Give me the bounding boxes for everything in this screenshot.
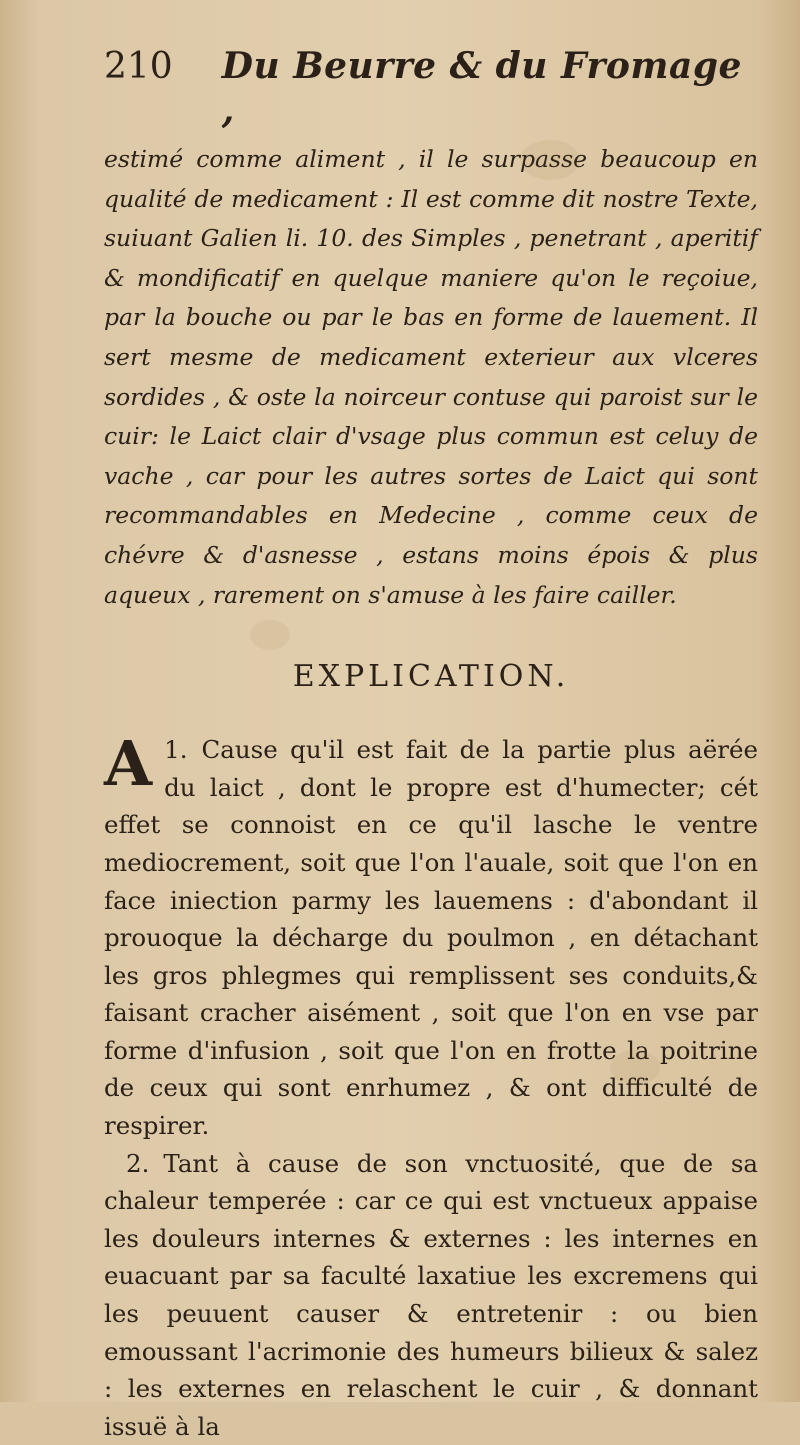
paragraph-2-text: Tant à cause de son vnctuosité, que de sa chaleur temperée : car ce qui est vnctueux appaise les douleurs internes & externes : les internes en euacuant par sa faculté laxatiue les excremens qui les peuuent causer & entretenir : ou bien emoussant l'acrimonie des humeurs bilieux & salez : les externes en relaschent le cuir , & donnant issuë à la xyxy=(104,1148,758,1441)
running-title: Du Beurre & du Fromage , xyxy=(221,45,742,131)
paragraph-2-number: 2. xyxy=(126,1148,150,1178)
paragraph-1-text: Cause qu'il est fait de la partie plus aërée du laict , dont le propre est d'humecter; cét effet se connoist en ce qu'il lasche le ventre mediocrement, soit que l'on l'auale, soit que l'on en face iniection parmy les lauemens : d'abondant il prouoque la décharge du poulmon , en détachant les gros phlegmes qui remplissent ses conduits,& faisant cracher aisément , soit que l'on en vse par forme d'infusion , soit que l'on en frotte la poitrine de ceux qui sont enrhumez , & ont difficulté de respirer. xyxy=(104,735,758,1141)
italic-text-block xyxy=(104,140,758,615)
paragraph-2 xyxy=(104,1145,758,1445)
section-heading: EXPLICATION. xyxy=(292,659,570,695)
paragraph-1-number: 1. xyxy=(164,735,188,765)
italic-paragraph: estimé comme aliment , il le surpasse beaucoup en qualité de medicament : Il est comme dit nostre Texte, suiuant Galien li. 10. des Simples , penetrant , aperitif & mondificatif en quelque maniere qu'on le reçoiue, par la bouche ou par le bas en forme de lauement. Il sert mesme de medicament exterieur aux vlceres sordides , & oste la noirceur contuse qui paroist sur le cuir: le Laict clair d'vsage plus commun est celuy de vache , car pour les autres sortes de Laict qui sont recommandables en Medecine , comme ceux de chévre & d'asnesse , estans moins épois & plus aqueux , rarement on s'amuse à les faire cailler. xyxy=(104,145,758,609)
drop-cap-letter: A xyxy=(104,727,153,801)
paragraph-1 xyxy=(104,727,758,1145)
page-number: 210 xyxy=(104,46,173,87)
explication-text xyxy=(104,727,758,1445)
page-header xyxy=(104,44,758,132)
